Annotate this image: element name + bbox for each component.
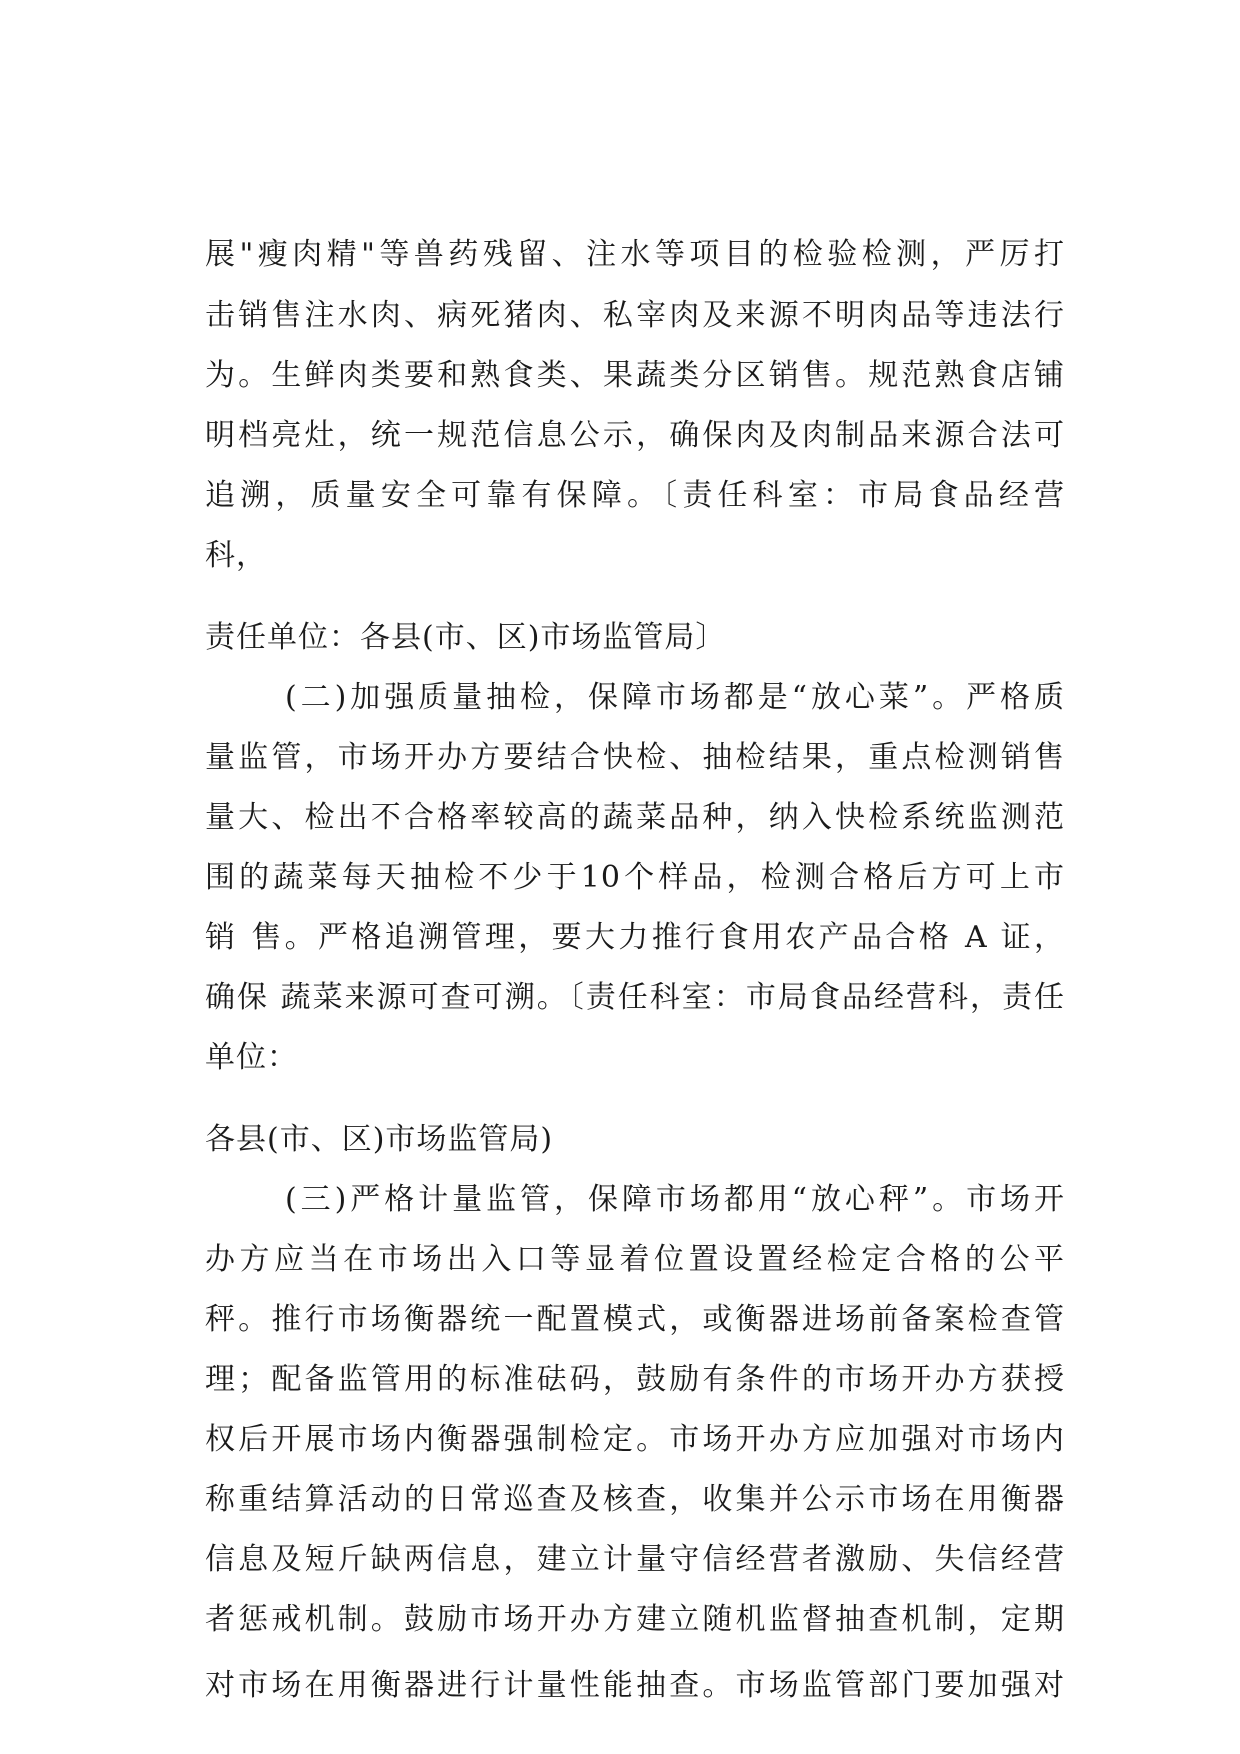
text-line: 销 售。严格追溯管理，要大力推行食用农产品合格 A 证， <box>205 920 1065 955</box>
paragraph-heading-3: (三)严格计量监管，保障市场都用“放心秤”。市场开 <box>285 1182 1065 1217</box>
text-line: 量大、检出不合格率较高的蔬菜品种，纳入快检系统监测范 <box>205 800 1065 835</box>
text-line: 权后开展市场内衡器强制检定。市场开办方应加强对市场内 <box>205 1422 1065 1457</box>
text-line: 单位： <box>205 1040 298 1075</box>
text-line: 办方应当在市场出入口等显着位置设置经检定合格的公平 <box>205 1242 1065 1277</box>
paragraph-heading-2: (二)加强质量抽检，保障市场都是“放心菜”。严格质 <box>285 680 1065 715</box>
text-line: 击销售注水肉、病死猪肉、私宰肉及来源不明肉品等违法行 <box>205 298 1065 333</box>
text-line: 者惩戒机制。鼓励市场开办方建立随机监督抽查机制，定期 <box>205 1602 1065 1637</box>
text-line: 追溯，质量安全可靠有保障。〔责任科室：市局食品经营 <box>205 478 1065 513</box>
text-line: 各县(市、区)市场监管局) <box>205 1122 554 1157</box>
text-line: 称重结算活动的日常巡查及核查，收集并公示市场在用衡器 <box>205 1482 1065 1517</box>
text-line: 围的蔬菜每天抽检不少于10个样品，检测合格后方可上市 <box>205 860 1065 895</box>
text-line: 责任单位：各县(市、区)市场监管局〕 <box>205 620 727 655</box>
text-line: 确保 蔬菜来源可查可溯。〔责任科室：市局食品经营科，责任 <box>205 980 1065 1015</box>
text-line: 科， <box>205 538 267 573</box>
text-line: 理；配备监管用的标准砝码，鼓励有条件的市场开办方获授 <box>205 1362 1065 1397</box>
text-line: 秤。推行市场衡器统一配置模式，或衡器进场前备案检查管 <box>205 1302 1065 1337</box>
text-line: 信息及短斤缺两信息，建立计量守信经营者激励、失信经营 <box>205 1542 1065 1577</box>
text-line: 明档亮灶，统一规范信息公示，确保肉及肉制品来源合法可 <box>205 418 1065 453</box>
text-line: 为。生鲜肉类要和熟食类、果蔬类分区销售。规范熟食店铺 <box>205 358 1065 393</box>
text-line: 量监管，市场开办方要结合快检、抽检结果，重点检测销售 <box>205 740 1065 775</box>
text-line: 展"瘦肉精"等兽药残留、注水等项目的检验检测，严厉打 <box>205 237 1065 272</box>
text-line: 对市场在用衡器进行计量性能抽查。市场监管部门要加强对 <box>205 1668 1065 1703</box>
